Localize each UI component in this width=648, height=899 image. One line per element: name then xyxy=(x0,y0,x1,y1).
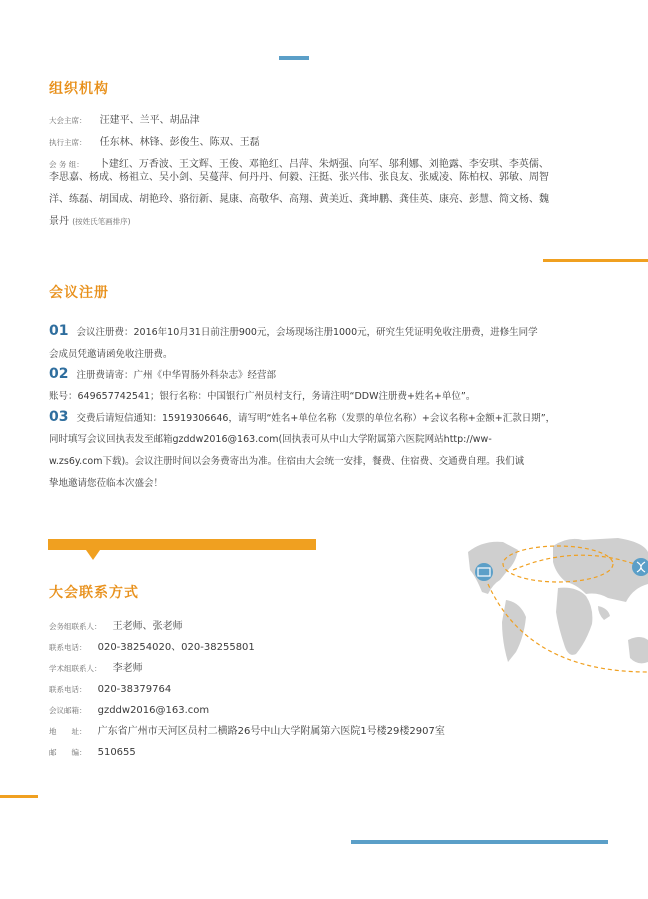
reg-item-3-cont-3: 挚地邀请您莅临本次盛会！ xyxy=(49,478,164,489)
contact-row xyxy=(49,635,255,654)
contact-row xyxy=(49,698,209,717)
row-value: 510655 xyxy=(97,747,136,758)
reg-item-1-cont: 会成员凭邀请函免收注册费。 xyxy=(49,349,173,360)
row-value: gzddw2016@163.com xyxy=(97,705,210,716)
right-accent-bar xyxy=(543,259,648,262)
row-label: 地 址： xyxy=(49,727,87,736)
row-value: 020-38254020、020-38255801 xyxy=(97,642,255,653)
sort-note: (按姓氏笔画排序) xyxy=(72,217,131,226)
row-value: 王老师、张老师 xyxy=(112,621,183,632)
reg-item-3-cont-1: 同时填写会议回执表发至邮箱gzddw2016@163.com(回执表可从中山大学附属第六医院网站http://ww- xyxy=(49,434,492,445)
contact-banner xyxy=(48,539,316,550)
banner-pointer xyxy=(86,550,100,560)
row-label: 执行主席： xyxy=(49,138,87,147)
row-value: 任东林、林锋、彭俊生、陈双、王磊 xyxy=(99,137,260,148)
item-number: 01 xyxy=(49,323,69,339)
bottom-accent-bar xyxy=(351,840,608,844)
org-heading: 组织机构 xyxy=(49,81,109,97)
reg-item-1 xyxy=(49,321,538,343)
staff-line-2: 李思嘉、杨成、杨祖立、吴小剑、吴蔓萍、何丹丹、何毅、汪挺、张兴伟、张良友、张威凌、陈柏权、郭敏、周智 xyxy=(49,172,549,183)
staff-line-4 xyxy=(49,211,131,233)
contact-row xyxy=(49,740,136,759)
row-value: 020-38379764 xyxy=(97,684,172,695)
item-text: 注册费请寄：广州《中华胃肠外科杂志》经营部 xyxy=(76,370,276,381)
item-text: 交费后请短信通知：15919306646，请写明“姓名+单位名称（发票的单位名称）+会议名称+金额+汇款日期”， xyxy=(76,413,556,424)
folder-icon xyxy=(475,563,493,581)
row-label: 会 务 组： xyxy=(49,160,84,169)
item-number: 03 xyxy=(49,409,69,425)
item-number: 02 xyxy=(49,366,69,382)
item-text: 会议注册费：2016年10月31日前注册900元，会场现场注册1000元，研究生凭证明免收注册费，进修生同学 xyxy=(76,327,538,338)
org-row-chair xyxy=(49,108,200,127)
world-map xyxy=(458,522,648,702)
reg-item-3-cont-2: w.zs6y.com下载)。会议注册时间以会务费寄出为准。住宿由大会统一安排，餐费、住宿费、交通费自理。我们诚 xyxy=(49,456,525,467)
contact-row xyxy=(49,677,171,696)
row-label: 联系电话： xyxy=(49,685,87,694)
last-name: 景丹 xyxy=(49,216,69,227)
staff-line-3: 洋、练磊、胡国成、胡艳玲、骆衍新、晁康、高敬华、高翔、黄美近、龚坤鹏、龚佳英、康亮、彭慧、简文杨、魏 xyxy=(49,194,549,205)
row-label: 邮 编： xyxy=(49,748,87,757)
org-row-exec xyxy=(49,130,260,149)
reg-item-2-cont: 账号：649657742541；银行名称：中国银行广州员村支行，务请注明“DDW注册费+姓名+单位”。 xyxy=(49,391,476,402)
row-value: 李老师 xyxy=(112,663,143,674)
top-accent-bar xyxy=(279,56,309,60)
row-value: 广东省广州市天河区员村二横路26号中山大学附属第六医院1号楼29楼2907室 xyxy=(97,726,445,737)
reg-item-3 xyxy=(49,407,555,429)
contact-row xyxy=(49,614,183,633)
registration-heading: 会议注册 xyxy=(49,285,109,301)
row-value: 卜建红、万香波、王文辉、王俊、邓艳红、吕萍、朱炳强、向军、邬利娜、刘艳露、李安琪、李英儒、 xyxy=(98,159,549,170)
row-label: 联系电话： xyxy=(49,643,87,652)
contact-row xyxy=(49,719,445,738)
reg-item-2 xyxy=(49,364,276,386)
row-value: 汪建平、兰平、胡品津 xyxy=(99,115,200,126)
row-label: 学术组联系人： xyxy=(49,664,102,673)
row-label: 大会主席： xyxy=(49,116,87,125)
contact-row xyxy=(49,656,143,675)
left-accent-bar xyxy=(0,795,38,798)
row-label: 会议邮箱： xyxy=(49,706,87,715)
row-label: 会务组联系人： xyxy=(49,622,102,631)
contact-heading: 大会联系方式 xyxy=(49,585,139,601)
